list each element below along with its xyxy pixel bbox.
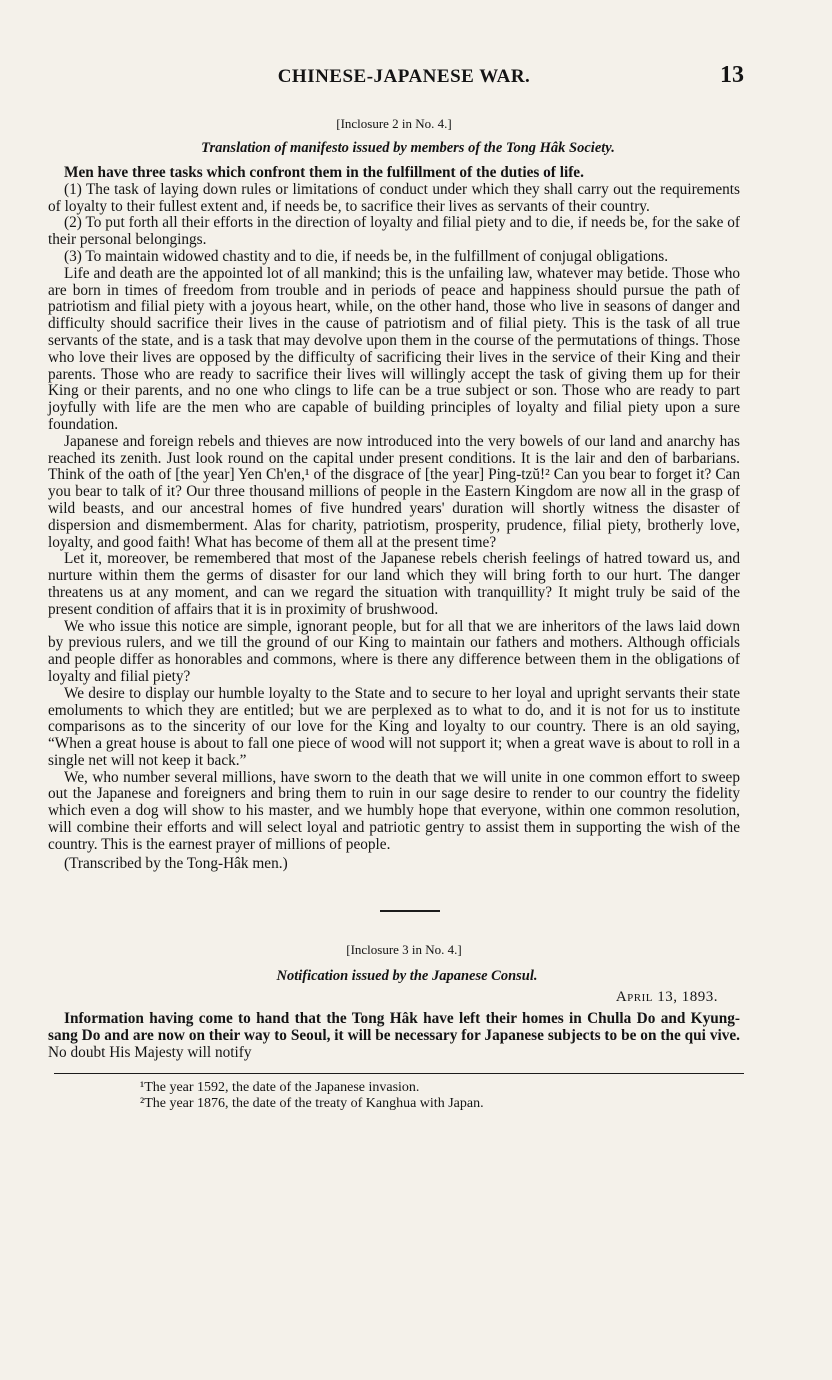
footnotes	[48, 1080, 740, 1113]
notification-title: Notification issued by the Japanese Consul.	[276, 967, 538, 984]
manifesto-body	[48, 165, 740, 854]
transcription-note: (Transcribed by the Tong-Hâk men.)	[64, 854, 288, 872]
footnote-divider	[54, 1073, 744, 1074]
manifesto-paragraph: Let it, moreover, be remembered that most of the Japanese rebels cherish feelings of hatred toward us, and nurture within them the germs of disaster for our land which they will bring forth to our hurt. The danger threatens us at any moment, and can we regard the situation with tranquillity? It might truly be said of the present condition of affairs that it is in proximity of brushwood.	[48, 550, 740, 618]
footnote: ²The year 1876, the date of the treaty of Kanghua with Japan.	[140, 1096, 484, 1112]
page-header	[48, 62, 744, 96]
notification-paragraph	[48, 1010, 740, 1061]
manifesto-paragraph: (1) The task of laying down rules or limitations of conduct under which they shall carry out the requirements of loyalty to their fullest extent and, if needs be, to sacrifice their lives as servants of their country.	[48, 180, 740, 215]
manifesto-paragraph: We desire to display our humble loyalty to the State and to secure to her loyal and upright servants their state emoluments to which they are entitled; but we are perplexed as to what to do, and it is not for us to institute comparisons as to the sincerity of our love for the King and loyalty to our country. There is an old saying, “When a great house is about to fall one piece of wood will not support it; when a great wave is about to roll in a single net will not keep it back.”	[48, 684, 740, 769]
manifesto-paragraph: (3) To maintain widowed chastity and to die, if needs be, in the fulfillment of conjugal obligations.	[64, 247, 669, 265]
manifesto-paragraph: Japanese and foreign rebels and thieves are now introduced into the very bowels of our land and anarchy has reached its zenith. Just look round on the capital under present conditions. It is the lair and den of barbarians. Think of the oath of [the year] Yen Ch'en,¹ of the disgrace of [the year] Ping-tzŭ!² Can you bear to forget it? Can you bear to talk of it? Our three thousand millions of people in the Eastern Kingdom are now all in the grasp of wild beasts, and our ancestral homes of five hundred years' duration will shortly witness the disaster of dispersion and dismemberment. Alas for charity, patriotism, prosperity, prudence, filial piety, brotherly love, loyalty, and good faith! What has become of them all at the present time?	[48, 432, 740, 551]
manifesto-paragraph: We, who number several millions, have sworn to the death that we will unite in one common effort to sweep out the Japanese and foreigners and bring them to ruin in our sage desire to render to our country the fidelity which even a dog will show to his master, and we humbly hope that everyone, within one common resolution, will combine their efforts and will select loyal and patriotic gentry to assist them in supporting the wish of the country. This is the earnest prayer of millions of people.	[48, 768, 740, 853]
footnote: ¹The year 1592, the date of the Japanese invasion.	[140, 1079, 420, 1095]
page-number: 13	[720, 62, 744, 88]
inclosure-label: [Inclosure 3 in No. 4.]	[346, 941, 462, 957]
notification-lead: Information having come to hand that the Tong Hâk have left their homes in Chulla Do and Kyung-sang Do and are now on their way to Seoul, it will be necessary for Japanese subjects to be on the qui vive.	[48, 1009, 740, 1044]
manifesto-title: Translation of manifesto issued by members of the Tong Hâk Society.	[201, 140, 615, 156]
section-divider	[380, 910, 440, 912]
manifesto-paragraph: Life and death are the appointed lot of all mankind; this is the unfailing law, whatever may betide. Those who are born in times of freedom from trouble and in periods of peace and happiness should pursue the path of patriotism and filial piety with a joyous heart, while, on the other hand, those who live in seasons of danger and difficulty should sacrifice their lives in the cause of patriotism and of filial piety. This is the task of all true servants of the state, and is a task that may devolve upon them in the course of the permutations of things. Those who love their lives are opposed by the difficulty of sacrificing their lives in the service of their King and their parents. Those who are ready to sacrifice their lives will willingly accept the task of giving them up for their King or their parents, and no one who clings to life can be a true subject or son. Those who are ready to part joyfully with life are the men who are capable of building principles of loyalty and filial piety upon a sure foundation.	[48, 264, 740, 433]
notification-body	[48, 1010, 740, 1061]
notification-date-text: April 13, 1893.	[615, 988, 718, 1005]
running-title: CHINESE-JAPANESE WAR.	[277, 66, 531, 87]
manifesto-paragraph: We who issue this notice are simple, ignorant people, but for all that we are inheritors of the laws laid down by previous rulers, and we till the ground of our King to maintain our fathers and mothers. Although officials and people differ as honorables and commons, where is there any difference between them in the obligations of loyalty and filial piety?	[48, 617, 740, 685]
notification-date	[48, 989, 718, 1006]
inclosure-label: [Inclosure 2 in No. 4.]	[336, 116, 452, 131]
manifesto-paragraph: (2) To put forth all their efforts in the direction of loyalty and filial piety and to die, if needs be, for the sake of their personal belongings.	[48, 214, 740, 249]
notification-rest: No doubt His Majesty will notify	[48, 1043, 252, 1061]
manifesto-paragraph: Men have three tasks which confront them in the fulfillment of the duties of life.	[64, 164, 584, 181]
